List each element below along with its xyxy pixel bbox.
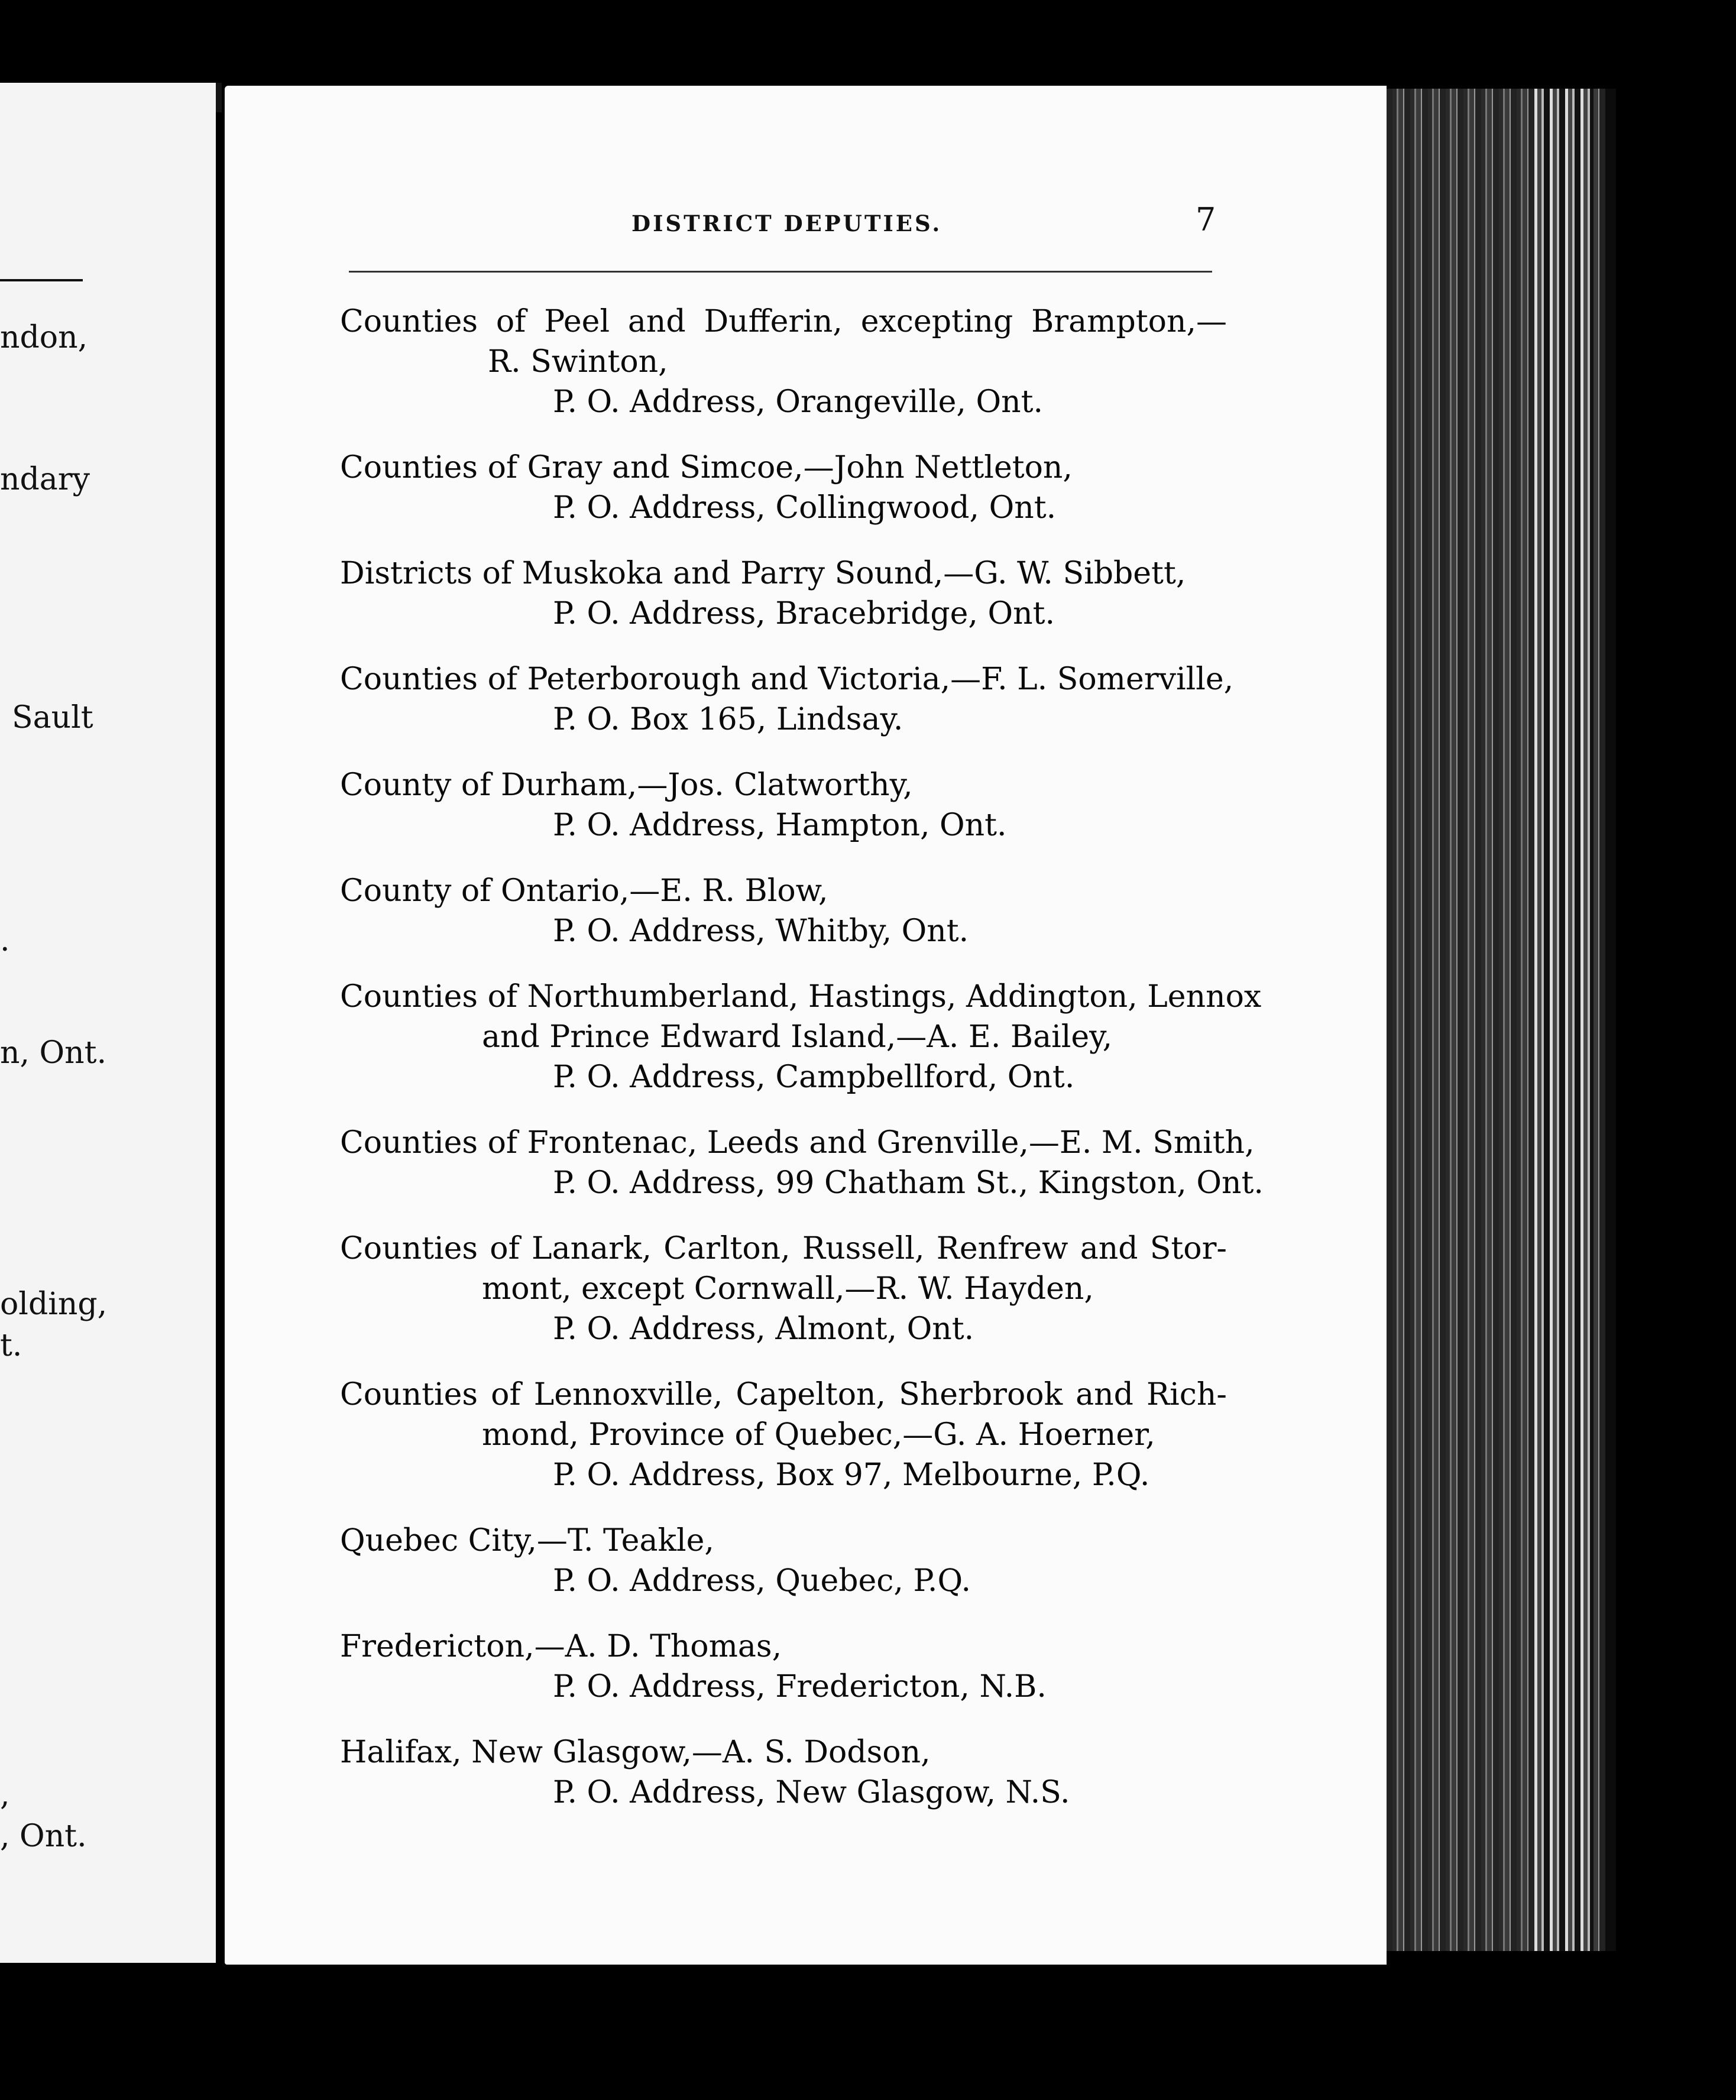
list-item — [340, 871, 1227, 951]
entry-address: P. O. Address, Collingwood, Ont. — [553, 490, 1057, 526]
entry-address: P. O. Address, Bracebridge, Ont. — [553, 596, 1055, 631]
entry-line: mont, except Cornwall,—R. W. Hayden, — [482, 1271, 1094, 1307]
entry-address: P. O. Address, Whitby, Ont. — [553, 913, 969, 949]
entry-line: Counties of Peterborough and Victoria,—F. L. Somerville, — [340, 662, 1234, 697]
list-item — [340, 1229, 1227, 1349]
list-item — [340, 765, 1227, 845]
left-page-rule — [0, 279, 83, 281]
left-page-fragment: t. — [0, 1328, 22, 1363]
entry-address: P. O. Address, Fredericton, N.B. — [553, 1669, 1047, 1704]
entry-line: Counties of Gray and Simcoe,—John Nettleton, — [340, 450, 1073, 485]
entry-line: Districts of Muskoka and Parry Sound,—G. W. Sibbett, — [340, 556, 1186, 591]
list-item — [340, 977, 1262, 1097]
list-item — [340, 1626, 1227, 1707]
entry-address: P. O. Address, Box 97, Melbourne, P.Q. — [553, 1457, 1150, 1493]
left-page-fragment: Sault — [12, 700, 93, 735]
entry-line: Counties of Peel and Dufferin, excepting Brampton,— — [340, 304, 1227, 339]
list-item — [340, 1123, 1264, 1203]
left-page-fragment: . — [0, 923, 10, 958]
page-number: 7 — [1196, 201, 1216, 238]
left-page — [0, 83, 222, 1963]
left-page-fragment: , Ont. — [0, 1819, 87, 1854]
cover-edge — [1534, 89, 1594, 1951]
left-page-fragment: , — [0, 1777, 10, 1813]
deputies-list — [340, 302, 1264, 1838]
entry-line: Counties of Northumberland, Hastings, Addington, Lennox — [340, 979, 1262, 1015]
entry-address: P. O. Address, New Glasgow, N.S. — [553, 1775, 1070, 1810]
entry-address: P. O. Address, 99 Chatham St., Kingston, Ont. — [553, 1165, 1264, 1201]
page-edges — [1375, 89, 1616, 1951]
running-head: DISTRICT DEPUTIES. — [631, 210, 943, 236]
entry-address: P. O. Box 165, Lindsay. — [553, 702, 903, 737]
entry-address: P. O. Address, Quebec, P.Q. — [553, 1563, 971, 1599]
list-item — [340, 448, 1227, 528]
entry-line: Counties of Frontenac, Leeds and Grenville,—E. M. Smith, — [340, 1125, 1255, 1161]
left-page-fragment: ndary — [0, 462, 90, 497]
entry-line: R. Swinton, — [488, 344, 668, 380]
left-page-fragment: olding, — [0, 1286, 108, 1322]
entry-line: mond, Province of Quebec,—G. A. Hoerner, — [482, 1417, 1155, 1453]
list-item — [340, 1732, 1227, 1813]
header-rule — [349, 271, 1212, 273]
list-item — [340, 659, 1234, 740]
entry-line: Halifax, New Glasgow,—A. S. Dodson, — [340, 1735, 931, 1770]
list-item — [340, 553, 1227, 634]
entry-address: P. O. Address, Campbellford, Ont. — [553, 1059, 1075, 1095]
entry-line: County of Durham,—Jos. Clatworthy, — [340, 767, 913, 803]
entry-line: Quebec City,—T. Teakle, — [340, 1523, 714, 1558]
left-page-fragment: ndon, — [0, 320, 88, 355]
entry-line: and Prince Edward Island,—A. E. Bailey, — [482, 1019, 1113, 1055]
list-item — [340, 302, 1227, 422]
entry-line: Fredericton,—A. D. Thomas, — [340, 1629, 782, 1664]
entry-line: Counties of Lanark, Carlton, Russell, Renfrew and Stor- — [340, 1231, 1227, 1266]
entry-address: P. O. Address, Hampton, Ont. — [553, 808, 1007, 843]
list-item — [340, 1375, 1227, 1495]
entry-line: County of Ontario,—E. R. Blow, — [340, 873, 828, 909]
entry-address: P. O. Address, Almont, Ont. — [553, 1311, 974, 1347]
list-item — [340, 1521, 1227, 1601]
entry-line: Counties of Lennoxville, Capelton, Sherbrook and Rich- — [340, 1377, 1227, 1412]
entry-address: P. O. Address, Orangeville, Ont. — [553, 384, 1044, 420]
left-page-fragment: n, Ont. — [0, 1035, 107, 1071]
